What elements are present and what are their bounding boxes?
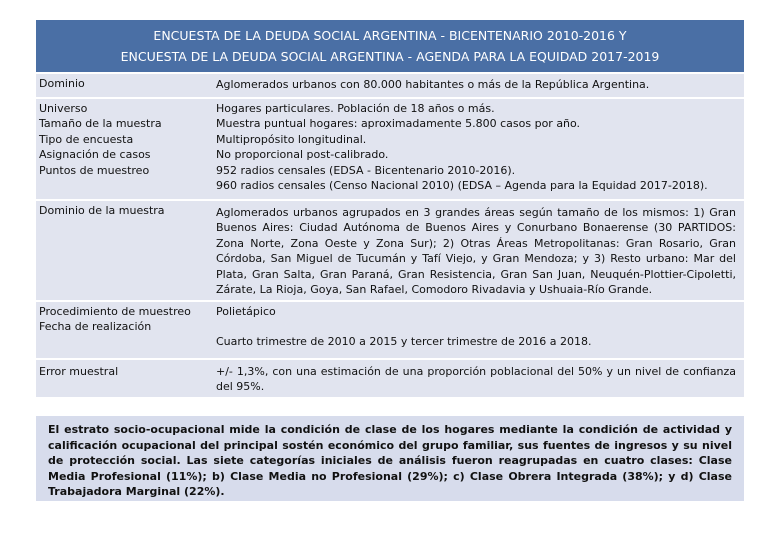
- label-tamano-muestra: Tamaño de la muestra: [39, 117, 162, 130]
- survey-title-banner: [36, 20, 744, 72]
- label-fecha: Fecha de realización: [39, 320, 152, 333]
- row-procedimiento-fecha: [36, 300, 744, 358]
- row-label: Dominio: [39, 77, 85, 90]
- stratum-note: [36, 416, 744, 501]
- row-label: Error muestral: [39, 364, 119, 378]
- label-tipo-encuesta: Tipo de encuesta: [39, 132, 134, 146]
- value-fecha: Cuarto trimestre de 2010 a 2015 y tercer trimestre de 2016 a 2018.: [216, 335, 592, 348]
- label-procedimiento: Procedimiento de muestreo: [39, 304, 191, 318]
- row-value: Aglomerados urbanos con 80.000 habitantes o más de la República Argentina.: [216, 78, 650, 91]
- row-value: Aglomerados urbanos agrupados en 3 grandes áreas según tamaño de los mismos: 1) Gran Buenos Aires: Ciudad Autónoma de Buenos Aires y Conurbano Bonaerense (30 PARTIDOS: Zona Norte, Zona Oeste y Zona Sur); 2) Otras Áreas Metropolitanas: Gran Rosario, Gran Córdoba, San Miguel de Tucumán y Tafí Viejo, y Gran Mendoza; y 3) Resto urbano: Mar del Plata, Gran Salta, Gran Paraná, Gran Resistencia, Gran San Juan, Neuquén-Plottier-Cipoletti, Zárate, La Rioja, Goya, San Rafael, Comodoro Rivadavia y Ushuaia-Río Grande.: [216, 205, 736, 296]
- value-asignacion-casos: No proporcional post-calibrado.: [216, 148, 389, 161]
- row-label: Dominio de la muestra: [39, 203, 165, 217]
- row-dominio: [36, 74, 744, 97]
- row-values: [216, 302, 744, 358]
- value-procedimiento: Polietápico: [216, 304, 276, 318]
- row-value: +/- 1,3%, con una estimación de una proporción poblacional del 50% y un nivel de confianza del 95%.: [216, 364, 736, 393]
- value-tipo-encuesta: Multipropósito longitudinal.: [216, 132, 367, 146]
- label-asignacion-casos: Asignación de casos: [39, 148, 151, 161]
- value-puntos-muestreo-1: 952 radios censales (EDSA - Bicentenario 2010-2016).: [216, 163, 516, 177]
- title-line-1: ENCUESTA DE LA DEUDA SOCIAL ARGENTINA - BICENTENARIO 2010-2016 Y: [153, 28, 627, 43]
- value-puntos-muestreo-2: 960 radios censales (Censo Nacional 2010) (EDSA – Agenda para la Equidad 2017-2018).: [216, 179, 708, 192]
- stratum-note-text: El estrato socio-ocupacional mide la condición de clase de los hogares mediante la condición de actividad y calificación ocupacional del principal sostén económico del grupo familiar, sus fuentes de ingresos y su nivel de protección social. Las siete categorías iniciales de análisis fueron reagrupadas en cuatro clases: Clase Media Profesional (11%); b) Clase Media no Profesional (29%); c) Clase Obrera Integrada (38%); y d) Clase Trabajadora Marginal (22%).: [48, 423, 732, 498]
- title-line-2: ENCUESTA DE LA DEUDA SOCIAL ARGENTINA - AGENDA PARA LA EQUIDAD 2017-2019: [120, 49, 660, 64]
- row-values: [216, 99, 744, 199]
- value-tamano-muestra: Muestra puntual hogares: aproximadamente 5.800 casos por año.: [216, 117, 581, 130]
- row-error: [36, 358, 744, 397]
- survey-spec-table: [36, 74, 744, 397]
- row-universo-group: [36, 97, 744, 199]
- row-labels: [39, 304, 204, 335]
- label-universo: Universo: [39, 101, 88, 115]
- label-puntos-muestreo: Puntos de muestreo: [39, 163, 150, 177]
- row-labels: [39, 101, 204, 179]
- value-universo: Hogares particulares. Población de 18 años o más.: [216, 101, 495, 115]
- row-dominio-muestra: [36, 199, 744, 300]
